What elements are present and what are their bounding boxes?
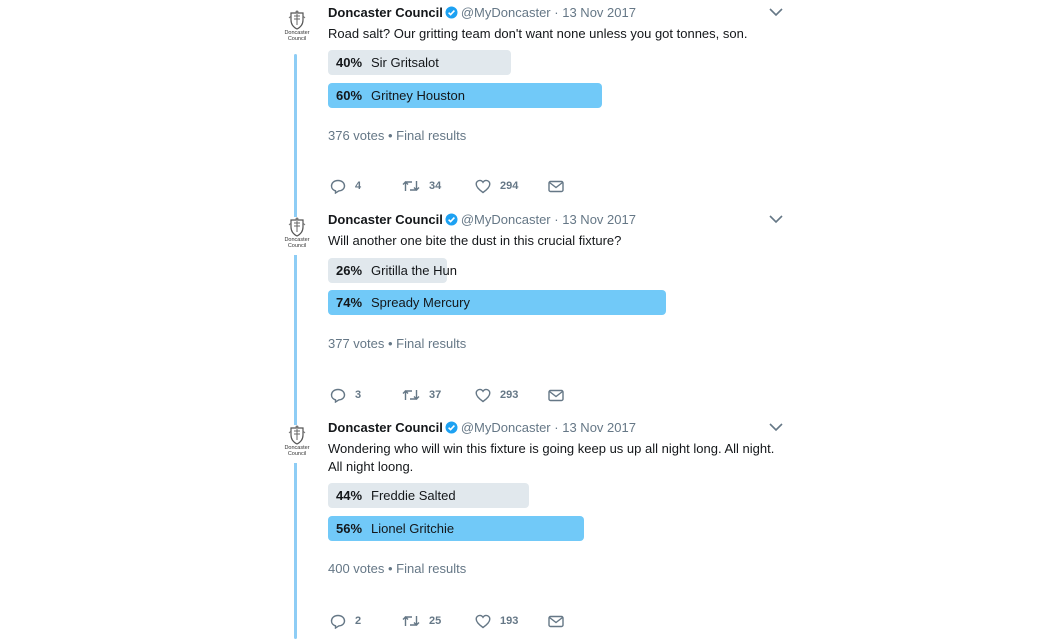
tweet-header <box>328 420 636 437</box>
chevron-down-icon[interactable] <box>768 5 784 19</box>
poll-choice-1 <box>328 258 457 283</box>
reply-button[interactable] <box>330 611 361 631</box>
poll-choice-2 <box>328 290 666 315</box>
avatar-caption-1: Doncaster <box>284 237 310 243</box>
tweet-date[interactable]: 13 Nov 2017 <box>562 420 636 435</box>
reply-count: 4 <box>355 180 362 192</box>
retweet-button[interactable] <box>402 611 441 631</box>
envelope-icon <box>548 615 564 628</box>
poll-meta: 376 votes • Final results <box>328 128 467 143</box>
tweet-header <box>328 5 636 22</box>
author-name[interactable]: Doncaster Council <box>328 5 443 20</box>
tweet-text: Road salt? Our gritting team don't want none unless you got tonnes, son. <box>328 26 748 41</box>
retweet-count: 37 <box>429 389 442 401</box>
poll-label: Freddie Salted <box>371 488 456 503</box>
poll-label: Gritney Houston <box>371 88 465 103</box>
avatar[interactable] <box>280 10 314 48</box>
tweet-text: Wondering who will win this fixture is going keep us up all night long. All night. All night loong. <box>328 441 775 474</box>
tweet-date[interactable]: 13 Nov 2017 <box>562 5 636 20</box>
retweet-count: 34 <box>429 180 442 192</box>
envelope-icon <box>548 389 564 402</box>
separator-dot: · <box>554 5 559 20</box>
poll-percent: 44% <box>336 488 363 503</box>
reply-count: 3 <box>355 389 362 401</box>
poll-status: Final results <box>396 336 467 351</box>
vote-count: 377 votes <box>328 336 385 351</box>
like-button[interactable] <box>475 385 518 405</box>
poll-meta: 400 votes • Final results <box>328 561 467 576</box>
poll-label: Spready Mercury <box>371 295 470 310</box>
like-count: 293 <box>500 389 519 401</box>
envelope-icon <box>548 180 564 193</box>
doncaster-crest-icon <box>288 425 306 445</box>
author-name[interactable]: Doncaster Council <box>328 420 443 435</box>
reply-button[interactable] <box>330 385 361 405</box>
poll-percent: 56% <box>336 521 363 536</box>
avatar-caption-2: Council <box>287 243 307 249</box>
reply-icon <box>330 388 346 403</box>
poll-choice-1 <box>328 483 529 508</box>
author-name[interactable]: Doncaster Council <box>328 212 443 227</box>
poll-choice-1 <box>328 50 511 75</box>
author-handle[interactable]: @MyDoncaster <box>460 5 551 20</box>
reply-count: 2 <box>355 615 362 627</box>
retweet-icon <box>402 179 420 193</box>
direct-message-button[interactable] <box>548 176 564 196</box>
separator-dot: · <box>554 420 559 435</box>
poll-percent: 74% <box>336 295 363 310</box>
poll-percent: 40% <box>336 55 363 70</box>
avatar[interactable] <box>280 425 314 463</box>
tweet-date[interactable]: 13 Nov 2017 <box>562 212 636 227</box>
poll-meta: 377 votes • Final results <box>328 336 467 351</box>
heart-icon <box>475 179 491 194</box>
direct-message-button[interactable] <box>548 385 564 405</box>
reply-icon <box>330 614 346 629</box>
avatar-caption-1: Doncaster <box>284 30 310 36</box>
doncaster-crest-icon <box>288 217 306 237</box>
doncaster-crest-icon <box>288 10 306 30</box>
poll-status: Final results <box>396 561 467 576</box>
verified-badge-icon <box>445 6 458 22</box>
vote-count: 400 votes <box>328 561 385 576</box>
poll-percent: 26% <box>336 263 363 278</box>
poll-choice-2 <box>328 83 602 108</box>
heart-icon <box>475 388 491 403</box>
tweet-actions <box>328 385 628 405</box>
avatar-caption-1: Doncaster <box>284 445 310 451</box>
tweet-actions <box>328 611 628 631</box>
verified-badge-icon <box>445 213 458 229</box>
tweet-2 <box>0 207 1051 414</box>
separator-dot: · <box>554 212 559 227</box>
tweet-text: Will another one bite the dust in this crucial fixture? <box>328 233 622 248</box>
tweet-actions <box>328 176 628 196</box>
author-handle[interactable]: @MyDoncaster <box>460 420 551 435</box>
chevron-down-icon[interactable] <box>768 212 784 226</box>
tweet-header <box>328 212 636 229</box>
like-button[interactable] <box>475 176 518 196</box>
poll-label: Gritilla the Hun <box>371 263 457 278</box>
avatar[interactable] <box>280 217 314 255</box>
tweet-1 <box>0 0 1051 207</box>
poll-status: Final results <box>396 128 467 143</box>
direct-message-button[interactable] <box>548 611 564 631</box>
like-button[interactable] <box>475 611 518 631</box>
reply-icon <box>330 179 346 194</box>
retweet-button[interactable] <box>402 176 441 196</box>
avatar-caption-2: Council <box>287 36 307 42</box>
retweet-icon <box>402 614 420 628</box>
poll-label: Sir Gritsalot <box>371 55 439 70</box>
tweet-3 <box>0 415 1051 627</box>
reply-button[interactable] <box>330 176 361 196</box>
vote-count: 376 votes <box>328 128 385 143</box>
poll-label: Lionel Gritchie <box>371 521 455 536</box>
retweet-button[interactable] <box>402 385 441 405</box>
author-handle[interactable]: @MyDoncaster <box>460 212 551 227</box>
poll-choice-2 <box>328 516 584 541</box>
poll-percent: 60% <box>336 88 363 103</box>
like-count: 193 <box>500 615 519 627</box>
chevron-down-icon[interactable] <box>768 420 784 434</box>
like-count: 294 <box>500 180 519 192</box>
avatar-caption-2: Council <box>287 451 307 457</box>
retweet-icon <box>402 388 420 402</box>
heart-icon <box>475 614 491 629</box>
verified-badge-icon <box>445 421 458 437</box>
retweet-count: 25 <box>429 615 442 627</box>
